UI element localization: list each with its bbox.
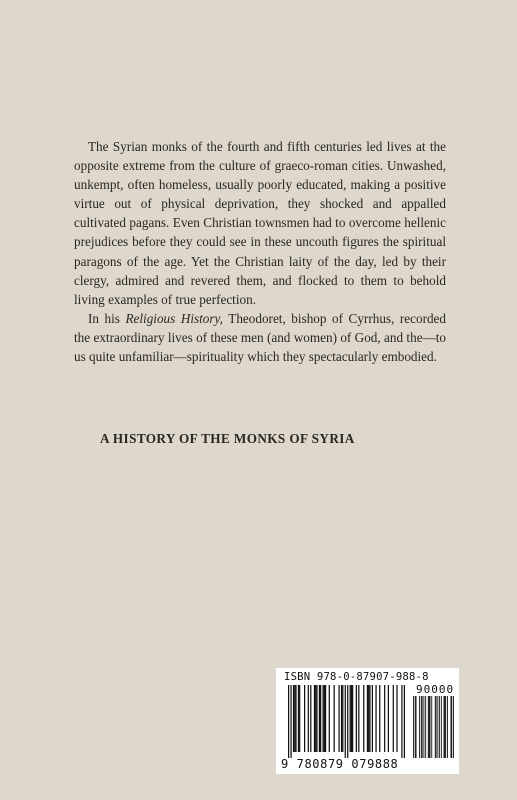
barcode-bar [322, 685, 323, 752]
blurb-paragraph-2-lead: In his [88, 310, 126, 326]
barcode-bar [338, 685, 339, 752]
addon-bar [429, 696, 430, 758]
addon-bar [447, 696, 448, 758]
barcode-bar [329, 685, 330, 752]
addon-bar [445, 696, 446, 758]
addon-bar [422, 696, 423, 758]
isbn-label: ISBN 978-0-87907-988-8 [284, 671, 429, 683]
addon-bar [428, 696, 429, 758]
barcode-bar [315, 685, 316, 752]
barcode-bar [350, 685, 351, 752]
addon-bar [444, 696, 445, 758]
barcode-bar [342, 685, 343, 752]
barcode-bar [401, 685, 402, 758]
barcode-bar [352, 685, 353, 752]
barcode-bar [369, 685, 370, 752]
addon-bar [413, 696, 414, 758]
barcode-bar [358, 685, 359, 752]
barcode-bar [363, 685, 364, 752]
blurb-paragraph-2 [74, 309, 446, 366]
barcode-bar [319, 685, 320, 752]
barcode-bar [404, 685, 405, 758]
barcode-bar [310, 685, 311, 752]
barcode-digits: 9 780879 079888 [281, 757, 399, 771]
addon-bar [419, 696, 420, 758]
barcode-bars [288, 685, 405, 758]
barcode-bar [341, 685, 342, 752]
addon-bar [444, 696, 445, 758]
addon-bar [453, 696, 454, 758]
barcode-bar [290, 685, 291, 758]
barcode-bar [372, 685, 373, 752]
barcode-bar [393, 685, 394, 752]
barcode-bar [345, 685, 346, 758]
barcode-bar [367, 685, 368, 752]
addon-bar [437, 696, 438, 758]
barcode-bar [379, 685, 380, 752]
back-cover-blurb [74, 137, 446, 366]
barcode-bar [304, 685, 305, 752]
barcode-bar [298, 685, 299, 752]
barcode-bar [368, 685, 369, 752]
barcode-bar [320, 685, 321, 752]
addon-bar [421, 696, 422, 758]
addon-bar [451, 696, 452, 758]
barcode-bar [295, 685, 296, 752]
barcode-bar [388, 685, 389, 752]
addon-bar [423, 696, 424, 758]
book-title: A HISTORY OF THE MONKS OF SYRIA [100, 431, 355, 446]
barcode-bar [384, 685, 385, 752]
addon-bar [436, 696, 437, 758]
addon-bar [415, 696, 416, 758]
addon-bar [441, 696, 442, 758]
barcode-bar [288, 685, 289, 758]
barcode-bar [396, 685, 397, 752]
addon-bar [416, 696, 417, 758]
barcode-bar [351, 685, 352, 752]
addon-bar [431, 696, 432, 758]
blurb-paragraph-2-rest: Theodoret, bishop of Cyrrhus, recorded the extraordinary lives of these men (and women) of God, and the—to us quite unfamiliar—spirituality which they spectacularly embodied. [74, 310, 447, 365]
barcode-bar [293, 685, 294, 752]
addon-bar [435, 696, 436, 758]
barcode-bar [324, 685, 325, 752]
addon-bar [430, 696, 431, 758]
barcode-bar [325, 685, 326, 752]
religious-history-title: Religious History, [125, 310, 223, 326]
barcode-bar [299, 685, 300, 752]
blurb-paragraph-1: The Syrian monks of the fourth and fifth centuries led lives at the opposite extreme from the culture of graeco-roman cities. Unwashed, unkempt, often homeless, usually poorly educated, making a positive virtue out of physical deprivation, they shocked and appalled cultivated pagans. Even Christian townsmen had to overcome hellenic prejudices before they could see in these uncouth figures the spiritual paragons of the age. Yet the Christian laity of the day, led by their clergy, admired and revered them, and flocked to them to behold living examples of true perfection. [74, 139, 446, 307]
isbn-barcode [276, 668, 459, 774]
barcode-bar [316, 685, 317, 752]
price-addon-bars [413, 696, 454, 758]
barcode-bar [347, 685, 348, 758]
addon-bar [451, 696, 452, 758]
barcode-bar [375, 685, 376, 752]
barcode-bar [294, 685, 295, 752]
price-addon-digits: 90000 [416, 683, 455, 696]
barcode-bar [308, 685, 309, 752]
addon-bar [425, 696, 426, 758]
barcode-bar [356, 685, 357, 752]
addon-bar [439, 696, 440, 758]
barcode-bar [334, 685, 335, 752]
barcode-bar [314, 685, 315, 752]
